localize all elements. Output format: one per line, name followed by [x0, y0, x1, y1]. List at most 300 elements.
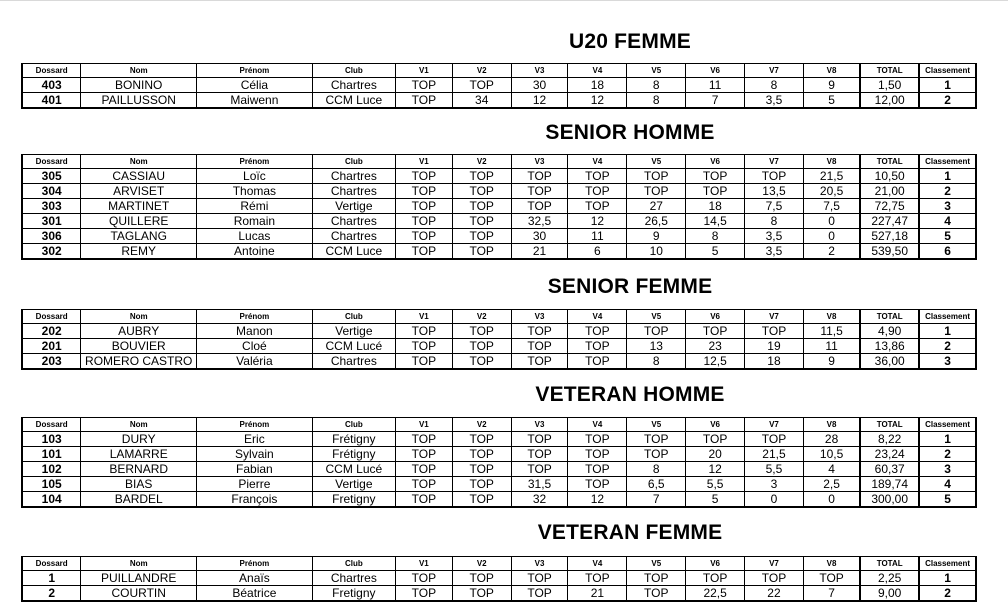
cell-total: 10,50	[860, 169, 919, 184]
column-header-v1: V1	[395, 418, 452, 432]
column-header-v8: V8	[803, 155, 860, 169]
cell-v7: 3,5	[745, 244, 804, 260]
column-header-v1: V1	[395, 64, 452, 78]
cell-v3: TOP	[511, 184, 568, 199]
cell-club: Vertige	[312, 477, 395, 492]
cell-v7: 8	[745, 214, 804, 229]
column-header-v2: V2	[452, 64, 511, 78]
cell-v2: TOP	[452, 324, 511, 339]
cell-v7: TOP	[745, 571, 804, 586]
cell-nom: LAMARRE	[81, 447, 197, 462]
column-header-classement: Classement	[919, 64, 976, 78]
cell-prenom: Loïc	[197, 169, 313, 184]
cell-classement: 1	[919, 432, 976, 447]
cell-v3: TOP	[511, 354, 568, 370]
cell-classement: 3	[919, 462, 976, 477]
table-row	[22, 586, 976, 602]
column-header-v5: V5	[627, 557, 686, 571]
cell-v7: 7,5	[745, 199, 804, 214]
cell-v5: TOP	[627, 571, 686, 586]
column-header-prenom: Prénom	[197, 557, 313, 571]
cell-dossard: 2	[22, 586, 81, 602]
cell-prenom: Béatrice	[197, 586, 313, 602]
cell-v5: 9	[627, 229, 686, 244]
cell-total: 13,86	[860, 339, 919, 354]
cell-club: Chartres	[312, 169, 395, 184]
cell-v6: TOP	[686, 184, 745, 199]
cell-v4: TOP	[568, 324, 627, 339]
cell-prenom: Cloé	[197, 339, 313, 354]
cell-nom: PUILLANDRE	[81, 571, 197, 586]
cell-v4: 21	[568, 586, 627, 602]
cell-v2: TOP	[452, 78, 511, 93]
cell-prenom: Pierre	[197, 477, 313, 492]
cell-v1: TOP	[395, 78, 452, 93]
cell-v2: TOP	[452, 199, 511, 214]
cell-total: 227,47	[860, 214, 919, 229]
column-header-nom: Nom	[81, 155, 197, 169]
cell-dossard: 203	[22, 354, 81, 370]
cell-v1: TOP	[395, 93, 452, 109]
column-header-v5: V5	[627, 155, 686, 169]
cell-v4: TOP	[568, 354, 627, 370]
cell-v8: 9	[803, 354, 860, 370]
cell-v2: TOP	[452, 586, 511, 602]
cell-v8: 0	[803, 492, 860, 508]
cell-v2: TOP	[452, 432, 511, 447]
cell-total: 9,00	[860, 586, 919, 602]
cell-v5: 6,5	[627, 477, 686, 492]
column-header-nom: Nom	[81, 557, 197, 571]
cell-v1: TOP	[395, 477, 452, 492]
table-row	[22, 93, 976, 109]
cell-v7: TOP	[745, 169, 804, 184]
column-header-v3: V3	[511, 155, 568, 169]
cell-prenom: Lucas	[197, 229, 313, 244]
cell-v4: TOP	[568, 184, 627, 199]
cell-total: 539,50	[860, 244, 919, 260]
column-header-v7: V7	[745, 418, 804, 432]
cell-v6: 14,5	[686, 214, 745, 229]
column-header-nom: Nom	[81, 310, 197, 324]
column-header-club: Club	[312, 418, 395, 432]
column-header-total: TOTAL	[860, 310, 919, 324]
cell-v6: 23	[686, 339, 745, 354]
column-header-v6: V6	[686, 64, 745, 78]
cell-v1: TOP	[395, 214, 452, 229]
cell-nom: BONINO	[81, 78, 197, 93]
column-header-total: TOTAL	[860, 418, 919, 432]
cell-v7: 3	[745, 477, 804, 492]
cell-v7: 18	[745, 354, 804, 370]
cell-v7: 0	[745, 492, 804, 508]
cell-v1: TOP	[395, 339, 452, 354]
cell-prenom: Anaïs	[197, 571, 313, 586]
cell-v1: TOP	[395, 354, 452, 370]
cell-dossard: 305	[22, 169, 81, 184]
cell-v4: TOP	[568, 199, 627, 214]
cell-classement: 3	[919, 199, 976, 214]
cell-classement: 5	[919, 229, 976, 244]
cell-prenom: François	[197, 492, 313, 508]
cell-v5: TOP	[627, 324, 686, 339]
table-row	[22, 462, 976, 477]
cell-v8: 11,5	[803, 324, 860, 339]
cell-total: 60,37	[860, 462, 919, 477]
cell-v6: 7	[686, 93, 745, 109]
table-header-row	[22, 155, 976, 169]
column-header-classement: Classement	[919, 418, 976, 432]
cell-v2: TOP	[452, 571, 511, 586]
column-header-v6: V6	[686, 557, 745, 571]
cell-nom: BOUVIER	[81, 339, 197, 354]
cell-v8: 20,5	[803, 184, 860, 199]
cell-total: 4,90	[860, 324, 919, 339]
cell-v4: 12	[568, 214, 627, 229]
cell-nom: BARDEL	[81, 492, 197, 508]
cell-v3: 32,5	[511, 214, 568, 229]
cell-v6: 18	[686, 199, 745, 214]
cell-prenom: Célia	[197, 78, 313, 93]
cell-v5: TOP	[627, 447, 686, 462]
cell-prenom: Valéria	[197, 354, 313, 370]
cell-v4: 18	[568, 78, 627, 93]
cell-total: 2,25	[860, 571, 919, 586]
cell-prenom: Thomas	[197, 184, 313, 199]
cell-dossard: 302	[22, 244, 81, 260]
cell-total: 189,74	[860, 477, 919, 492]
cell-v3: TOP	[511, 339, 568, 354]
cell-v4: TOP	[568, 169, 627, 184]
cell-v7: 3,5	[745, 229, 804, 244]
column-header-v6: V6	[686, 310, 745, 324]
table-row	[22, 229, 976, 244]
cell-prenom: Rémi	[197, 199, 313, 214]
cell-v8: 7,5	[803, 199, 860, 214]
cell-v1: TOP	[395, 432, 452, 447]
cell-total: 12,00	[860, 93, 919, 109]
cell-total: 8,22	[860, 432, 919, 447]
cell-v5: 7	[627, 492, 686, 508]
cell-total: 1,50	[860, 78, 919, 93]
column-header-v8: V8	[803, 310, 860, 324]
cell-v1: TOP	[395, 492, 452, 508]
column-header-total: TOTAL	[860, 155, 919, 169]
cell-nom: REMY	[81, 244, 197, 260]
cell-v2: 34	[452, 93, 511, 109]
cell-club: Vertige	[312, 324, 395, 339]
table-row	[22, 339, 976, 354]
cell-total: 72,75	[860, 199, 919, 214]
table-row	[22, 571, 976, 586]
column-header-v7: V7	[745, 155, 804, 169]
cell-classement: 2	[919, 184, 976, 199]
cell-v2: TOP	[452, 169, 511, 184]
column-header-v4: V4	[568, 310, 627, 324]
cell-total: 300,00	[860, 492, 919, 508]
column-header-v3: V3	[511, 418, 568, 432]
cell-v5: 10	[627, 244, 686, 260]
cell-v2: TOP	[452, 244, 511, 260]
cell-prenom: Manon	[197, 324, 313, 339]
cell-v8: TOP	[803, 571, 860, 586]
cell-v1: TOP	[395, 169, 452, 184]
cell-v2: TOP	[452, 462, 511, 477]
column-header-club: Club	[312, 310, 395, 324]
cell-v5: 26,5	[627, 214, 686, 229]
table-row	[22, 184, 976, 199]
cell-v4: TOP	[568, 477, 627, 492]
section-title: SENIOR FEMME	[547, 275, 713, 298]
column-header-v5: V5	[627, 418, 686, 432]
table-row	[22, 447, 976, 462]
table-header-row	[22, 64, 976, 78]
cell-v1: TOP	[395, 229, 452, 244]
cell-v5: TOP	[627, 184, 686, 199]
cell-nom: ROMERO CASTRO	[81, 354, 197, 370]
column-header-v2: V2	[452, 310, 511, 324]
cell-v3: 21	[511, 244, 568, 260]
cell-dossard: 303	[22, 199, 81, 214]
cell-v1: TOP	[395, 462, 452, 477]
cell-v2: TOP	[452, 354, 511, 370]
cell-club: Chartres	[312, 354, 395, 370]
cell-v6: 5	[686, 244, 745, 260]
cell-v5: 8	[627, 354, 686, 370]
column-header-v3: V3	[511, 557, 568, 571]
table-row	[22, 244, 976, 260]
cell-v8: 0	[803, 214, 860, 229]
cell-v1: TOP	[395, 571, 452, 586]
results-table	[21, 417, 977, 508]
cell-club: Vertige	[312, 199, 395, 214]
cell-v7: 19	[745, 339, 804, 354]
cell-v3: TOP	[511, 199, 568, 214]
table-row	[22, 324, 976, 339]
table-header-row	[22, 310, 976, 324]
column-header-classement: Classement	[919, 310, 976, 324]
cell-v3: TOP	[511, 324, 568, 339]
cell-v4: TOP	[568, 339, 627, 354]
cell-v2: TOP	[452, 214, 511, 229]
cell-v8: 21,5	[803, 169, 860, 184]
section-title: SENIOR HOMME	[545, 121, 715, 144]
cell-dossard: 202	[22, 324, 81, 339]
cell-v6: 8	[686, 229, 745, 244]
cell-v6: 22,5	[686, 586, 745, 602]
column-header-v4: V4	[568, 64, 627, 78]
column-header-v1: V1	[395, 310, 452, 324]
column-header-dossard: Dossard	[22, 155, 81, 169]
cell-nom: DURY	[81, 432, 197, 447]
column-header-dossard: Dossard	[22, 64, 81, 78]
cell-classement: 4	[919, 477, 976, 492]
cell-v7: 21,5	[745, 447, 804, 462]
cell-v7: TOP	[745, 324, 804, 339]
table-row	[22, 477, 976, 492]
column-header-club: Club	[312, 557, 395, 571]
column-header-v8: V8	[803, 64, 860, 78]
cell-club: Fretigny	[312, 586, 395, 602]
cell-v6: TOP	[686, 432, 745, 447]
cell-dossard: 103	[22, 432, 81, 447]
cell-v3: TOP	[511, 432, 568, 447]
cell-v6: 5	[686, 492, 745, 508]
cell-v3: 30	[511, 78, 568, 93]
cell-classement: 5	[919, 492, 976, 508]
cell-v6: TOP	[686, 324, 745, 339]
cell-club: Chartres	[312, 571, 395, 586]
cell-v4: TOP	[568, 447, 627, 462]
cell-dossard: 1	[22, 571, 81, 586]
cell-v5: 13	[627, 339, 686, 354]
cell-dossard: 101	[22, 447, 81, 462]
cell-dossard: 304	[22, 184, 81, 199]
column-header-v2: V2	[452, 155, 511, 169]
column-header-v7: V7	[745, 310, 804, 324]
cell-classement: 2	[919, 93, 976, 109]
cell-classement: 1	[919, 169, 976, 184]
cell-club: CCM Luce	[312, 244, 395, 260]
column-header-v7: V7	[745, 64, 804, 78]
cell-v3: 12	[511, 93, 568, 109]
cell-v1: TOP	[395, 244, 452, 260]
cell-club: CCM Luce	[312, 93, 395, 109]
cell-club: Frétigny	[312, 432, 395, 447]
cell-dossard: 401	[22, 93, 81, 109]
table-row	[22, 354, 976, 370]
cell-v3: 32	[511, 492, 568, 508]
cell-classement: 1	[919, 571, 976, 586]
cell-classement: 1	[919, 324, 976, 339]
cell-v8: 0	[803, 229, 860, 244]
cell-nom: COURTIN	[81, 586, 197, 602]
cell-v7: 5,5	[745, 462, 804, 477]
cell-v2: TOP	[452, 229, 511, 244]
cell-v1: TOP	[395, 447, 452, 462]
column-header-v3: V3	[511, 64, 568, 78]
cell-v2: TOP	[452, 447, 511, 462]
cell-v8: 2,5	[803, 477, 860, 492]
cell-dossard: 104	[22, 492, 81, 508]
cell-prenom: Fabian	[197, 462, 313, 477]
cell-v8: 11	[803, 339, 860, 354]
cell-total: 21,00	[860, 184, 919, 199]
cell-v8: 4	[803, 462, 860, 477]
cell-v4: TOP	[568, 462, 627, 477]
cell-prenom: Eric	[197, 432, 313, 447]
cell-v2: TOP	[452, 184, 511, 199]
results-table	[21, 309, 977, 370]
cell-v2: TOP	[452, 339, 511, 354]
cell-v1: TOP	[395, 324, 452, 339]
column-header-prenom: Prénom	[197, 155, 313, 169]
cell-v2: TOP	[452, 492, 511, 508]
cell-club: CCM Lucé	[312, 462, 395, 477]
column-header-v8: V8	[803, 557, 860, 571]
column-header-v4: V4	[568, 557, 627, 571]
cell-nom: AUBRY	[81, 324, 197, 339]
cell-v2: TOP	[452, 477, 511, 492]
cell-v8: 9	[803, 78, 860, 93]
cell-v8: 5	[803, 93, 860, 109]
column-header-v7: V7	[745, 557, 804, 571]
column-header-v4: V4	[568, 155, 627, 169]
cell-club: Frétigny	[312, 447, 395, 462]
column-header-total: TOTAL	[860, 64, 919, 78]
results-table	[21, 154, 977, 260]
cell-prenom: Sylvain	[197, 447, 313, 462]
cell-v6: TOP	[686, 169, 745, 184]
cell-v5: TOP	[627, 432, 686, 447]
cell-dossard: 306	[22, 229, 81, 244]
column-header-prenom: Prénom	[197, 310, 313, 324]
column-header-v1: V1	[395, 557, 452, 571]
cell-club: Chartres	[312, 78, 395, 93]
column-header-club: Club	[312, 64, 395, 78]
column-header-v4: V4	[568, 418, 627, 432]
cell-v3: TOP	[511, 571, 568, 586]
cell-v3: 30	[511, 229, 568, 244]
cell-v7: 22	[745, 586, 804, 602]
cell-v4: 12	[568, 93, 627, 109]
cell-v8: 10,5	[803, 447, 860, 462]
cell-nom: PAILLUSSON	[81, 93, 197, 109]
column-header-dossard: Dossard	[22, 310, 81, 324]
column-header-v6: V6	[686, 418, 745, 432]
cell-club: Chartres	[312, 214, 395, 229]
column-header-v8: V8	[803, 418, 860, 432]
cell-v5: 8	[627, 93, 686, 109]
column-header-prenom: Prénom	[197, 418, 313, 432]
column-header-nom: Nom	[81, 418, 197, 432]
cell-v1: TOP	[395, 199, 452, 214]
cell-v8: 28	[803, 432, 860, 447]
cell-nom: ARVISET	[81, 184, 197, 199]
cell-classement: 1	[919, 78, 976, 93]
cell-nom: TAGLANG	[81, 229, 197, 244]
cell-v3: TOP	[511, 447, 568, 462]
column-header-v2: V2	[452, 418, 511, 432]
table-row	[22, 169, 976, 184]
cell-v7: TOP	[745, 432, 804, 447]
column-header-nom: Nom	[81, 64, 197, 78]
cell-dossard: 102	[22, 462, 81, 477]
cell-v3: TOP	[511, 586, 568, 602]
column-header-v1: V1	[395, 155, 452, 169]
cell-v7: 8	[745, 78, 804, 93]
cell-v4: TOP	[568, 571, 627, 586]
table-row	[22, 199, 976, 214]
table-header-row	[22, 418, 976, 432]
section-title: VETERAN FEMME	[537, 521, 723, 544]
cell-classement: 2	[919, 586, 976, 602]
cell-v7: 3,5	[745, 93, 804, 109]
cell-v4: TOP	[568, 432, 627, 447]
cell-v3: TOP	[511, 169, 568, 184]
cell-v5: TOP	[627, 169, 686, 184]
section-title: U20 FEMME	[569, 30, 691, 53]
cell-v4: 12	[568, 492, 627, 508]
cell-v8: 2	[803, 244, 860, 260]
cell-classement: 2	[919, 447, 976, 462]
cell-v7: 13,5	[745, 184, 804, 199]
cell-v6: 20	[686, 447, 745, 462]
cell-dossard: 301	[22, 214, 81, 229]
column-header-prenom: Prénom	[197, 64, 313, 78]
cell-v6: 11	[686, 78, 745, 93]
column-header-dossard: Dossard	[22, 418, 81, 432]
